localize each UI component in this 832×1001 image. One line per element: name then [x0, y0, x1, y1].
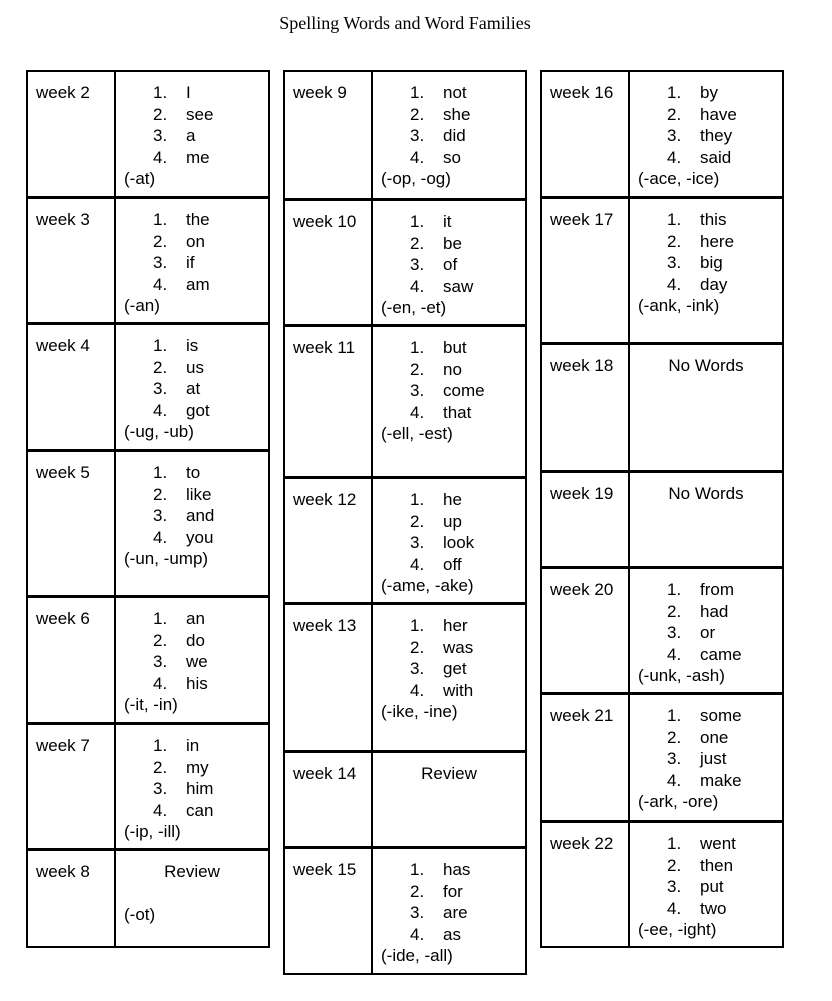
word-item	[124, 608, 268, 630]
word-family: (-an)	[124, 296, 160, 315]
week-row	[285, 326, 525, 478]
word-item	[638, 833, 782, 855]
word-text: of	[443, 255, 458, 274]
week-content	[630, 569, 782, 692]
word-text: do	[186, 630, 205, 650]
week-table-column-2	[283, 70, 527, 975]
word-family: (-ell, -est)	[381, 424, 453, 443]
week-label: week 3	[28, 199, 116, 322]
word-text: it	[443, 212, 452, 231]
word-number: 3.	[410, 533, 425, 552]
week-label: week 9	[285, 72, 373, 198]
word-text: said	[700, 147, 732, 167]
word-text: my	[186, 757, 209, 777]
word-item	[124, 505, 268, 527]
week-row	[28, 724, 268, 850]
word-number: 3.	[153, 379, 168, 398]
week-content	[373, 753, 525, 846]
word-text: this	[700, 210, 727, 229]
word-number: 4.	[153, 274, 168, 294]
word-text: and	[186, 506, 215, 525]
week-content	[116, 725, 268, 848]
word-number: 2.	[153, 757, 168, 777]
word-item	[124, 651, 268, 673]
word-family: (-ace, -ice)	[638, 169, 720, 188]
week-note: No Words	[668, 484, 744, 503]
word-text: did	[443, 126, 466, 145]
word-number: 1.	[667, 210, 682, 229]
word-item	[638, 705, 782, 727]
week-note: Review	[421, 764, 477, 783]
word-number: 2.	[667, 231, 682, 251]
word-item	[381, 254, 525, 276]
word-text: she	[443, 104, 471, 124]
week-content	[116, 325, 268, 449]
word-text: to	[186, 463, 201, 482]
word-family: (-ee, -ight)	[638, 920, 717, 939]
word-number: 1.	[667, 83, 682, 102]
word-text: we	[186, 652, 208, 671]
week-label: week 22	[542, 823, 630, 946]
word-item	[638, 252, 782, 274]
word-item	[381, 402, 525, 424]
word-text: was	[443, 637, 474, 657]
word-text: am	[186, 274, 210, 294]
week-note: No Words	[668, 356, 744, 375]
word-number: 4.	[410, 554, 425, 574]
word-text: he	[443, 490, 462, 509]
word-item	[124, 335, 268, 357]
week-row	[542, 568, 782, 694]
word-number: 1.	[667, 706, 682, 725]
week-content	[373, 605, 525, 750]
word-number: 2.	[667, 855, 682, 875]
word-family: (-ide, -all)	[381, 946, 453, 965]
word-number: 3.	[410, 255, 425, 274]
word-text: day	[700, 274, 728, 294]
word-item	[381, 337, 525, 359]
week-label: week 21	[542, 695, 630, 820]
word-text: me	[186, 147, 210, 167]
word-family: (-ike, -ine)	[381, 702, 458, 721]
word-number: 3.	[667, 623, 682, 642]
word-item	[381, 125, 525, 147]
word-item	[638, 82, 782, 104]
word-text: here	[700, 231, 735, 251]
week-note: Review	[164, 862, 220, 881]
word-family: (-it, -in)	[124, 695, 178, 714]
word-item	[124, 800, 268, 822]
word-text: like	[186, 484, 212, 504]
word-number: 1.	[410, 212, 425, 231]
word-family: (-ank, -ink)	[638, 296, 720, 315]
week-row	[542, 694, 782, 822]
word-text: not	[443, 83, 467, 102]
word-item	[638, 770, 782, 792]
week-content	[630, 199, 782, 342]
word-item	[124, 231, 268, 253]
word-number: 2.	[667, 727, 682, 747]
week-content	[116, 598, 268, 722]
word-text: got	[186, 400, 210, 420]
word-item	[124, 209, 268, 231]
word-text: with	[443, 680, 474, 700]
word-item	[638, 231, 782, 253]
week-row	[542, 198, 782, 344]
word-text: in	[186, 736, 200, 755]
week-label: week 13	[285, 605, 373, 750]
word-text: two	[700, 898, 727, 918]
week-content	[630, 345, 782, 470]
word-family: (-at)	[124, 169, 156, 188]
word-item	[124, 527, 268, 549]
word-number: 4.	[410, 276, 425, 296]
week-label: week 11	[285, 327, 373, 476]
word-text: they	[700, 126, 733, 145]
week-label: week 7	[28, 725, 116, 848]
week-content	[630, 72, 782, 196]
word-item	[381, 554, 525, 576]
word-text: us	[186, 357, 204, 377]
word-number: 3.	[410, 659, 425, 678]
week-table-column-3	[540, 70, 784, 948]
word-item	[638, 748, 782, 770]
word-item	[381, 147, 525, 169]
word-family: (-ame, -ake)	[381, 576, 474, 595]
word-item	[381, 276, 525, 298]
week-label: week 20	[542, 569, 630, 692]
word-text: then	[700, 855, 734, 875]
word-number: 3.	[410, 903, 425, 922]
word-text: can	[186, 800, 214, 820]
week-row	[285, 604, 525, 752]
word-family: (-en, -et)	[381, 298, 447, 317]
word-text: the	[186, 210, 210, 229]
week-row	[285, 478, 525, 604]
word-number: 1.	[153, 736, 168, 755]
week-row	[28, 72, 268, 198]
week-label: week 4	[28, 325, 116, 449]
word-number: 1.	[667, 580, 682, 599]
word-number: 4.	[667, 274, 682, 294]
week-label: week 19	[542, 473, 630, 566]
word-number: 1.	[667, 834, 682, 853]
word-family: (-op, -og)	[381, 169, 451, 188]
word-item	[381, 532, 525, 554]
week-row	[285, 200, 525, 326]
word-item	[381, 233, 525, 255]
week-label: week 12	[285, 479, 373, 602]
week-content	[373, 201, 525, 324]
week-content	[630, 473, 782, 566]
week-row	[285, 752, 525, 848]
word-number: 4.	[153, 673, 168, 693]
word-item	[638, 579, 782, 601]
word-item	[124, 462, 268, 484]
word-number: 4.	[410, 402, 425, 422]
word-item	[381, 359, 525, 381]
week-label: week 2	[28, 72, 116, 196]
word-text: saw	[443, 276, 474, 296]
word-family: (-ip, -ill)	[124, 822, 181, 841]
week-content	[373, 72, 525, 198]
word-item	[124, 735, 268, 757]
word-number: 4.	[667, 770, 682, 790]
word-item	[638, 147, 782, 169]
word-item	[124, 630, 268, 652]
word-number: 1.	[410, 338, 425, 357]
word-number: 4.	[153, 527, 168, 547]
week-row	[285, 848, 525, 974]
word-item	[381, 82, 525, 104]
word-number: 1.	[410, 616, 425, 635]
word-item	[638, 274, 782, 296]
week-content	[116, 72, 268, 196]
word-number: 4.	[153, 400, 168, 420]
word-text: or	[700, 623, 716, 642]
week-content	[373, 479, 525, 602]
word-text: are	[443, 903, 468, 922]
week-label: week 15	[285, 849, 373, 974]
word-number: 2.	[410, 359, 425, 379]
word-text: no	[443, 359, 462, 379]
word-item	[381, 104, 525, 126]
word-number: 4.	[410, 924, 425, 944]
week-label: week 10	[285, 201, 373, 324]
spacer	[124, 883, 268, 904]
word-item	[381, 615, 525, 637]
word-number: 3.	[667, 126, 682, 145]
word-number: 3.	[153, 126, 168, 145]
word-item	[124, 252, 268, 274]
word-number: 1.	[153, 336, 168, 355]
word-number: 2.	[410, 104, 425, 124]
word-item	[124, 274, 268, 296]
word-item	[381, 924, 525, 946]
week-content	[630, 823, 782, 946]
word-text: him	[186, 779, 214, 798]
word-item	[638, 898, 782, 920]
word-family: (-un, -ump)	[124, 549, 209, 568]
word-family: (-ug, -ub)	[124, 422, 194, 441]
word-family: (-ark, -ore)	[638, 792, 719, 811]
week-content	[116, 851, 268, 948]
word-number: 2.	[153, 484, 168, 504]
word-text: see	[186, 104, 214, 124]
word-text: from	[700, 580, 734, 599]
word-item	[638, 601, 782, 623]
word-number: 1.	[410, 860, 425, 879]
word-item	[124, 125, 268, 147]
word-number: 3.	[153, 652, 168, 671]
word-item	[124, 757, 268, 779]
word-item	[381, 637, 525, 659]
week-label: week 16	[542, 72, 630, 196]
word-text: you	[186, 527, 214, 547]
word-item	[638, 209, 782, 231]
week-row	[28, 451, 268, 597]
word-item	[124, 484, 268, 506]
week-content	[116, 452, 268, 595]
word-number: 3.	[153, 506, 168, 525]
week-row	[542, 472, 782, 568]
word-number: 3.	[667, 877, 682, 896]
word-number: 3.	[410, 381, 425, 400]
word-number: 2.	[410, 881, 425, 901]
word-item	[124, 378, 268, 400]
word-text: had	[700, 601, 729, 621]
word-text: some	[700, 706, 742, 725]
week-label: week 17	[542, 199, 630, 342]
word-number: 2.	[153, 630, 168, 650]
word-number: 1.	[410, 83, 425, 102]
word-text: make	[700, 770, 742, 790]
word-number: 4.	[153, 800, 168, 820]
word-text: as	[443, 924, 461, 944]
word-number: 2.	[410, 637, 425, 657]
word-text: by	[700, 83, 718, 102]
word-text: so	[443, 147, 461, 167]
word-item	[381, 380, 525, 402]
week-row	[28, 597, 268, 724]
week-label: week 6	[28, 598, 116, 722]
week-table-column-1	[26, 70, 270, 948]
word-text: went	[700, 834, 736, 853]
week-label: week 5	[28, 452, 116, 595]
word-number: 3.	[410, 126, 425, 145]
word-number: 1.	[410, 490, 425, 509]
word-number: 2.	[667, 104, 682, 124]
word-item	[124, 357, 268, 379]
word-item	[638, 104, 782, 126]
week-row	[285, 72, 525, 200]
word-text: big	[700, 253, 723, 272]
word-item	[124, 82, 268, 104]
word-number: 2.	[153, 104, 168, 124]
word-text: that	[443, 402, 472, 422]
word-item	[638, 855, 782, 877]
word-text: is	[186, 336, 199, 355]
word-text: has	[443, 860, 471, 879]
word-item	[381, 902, 525, 924]
word-item	[381, 658, 525, 680]
week-content	[373, 327, 525, 476]
word-item	[381, 511, 525, 533]
word-text: put	[700, 877, 724, 896]
word-number: 3.	[667, 253, 682, 272]
word-text: on	[186, 231, 205, 251]
word-text: come	[443, 381, 485, 400]
word-number: 4.	[667, 147, 682, 167]
word-item	[124, 778, 268, 800]
word-number: 4.	[667, 898, 682, 918]
word-family: (-unk, -ash)	[638, 666, 725, 685]
week-row	[28, 850, 268, 948]
week-content	[630, 695, 782, 820]
word-text: up	[443, 511, 462, 531]
week-row	[542, 72, 782, 198]
week-row	[28, 324, 268, 451]
word-number: 2.	[410, 233, 425, 253]
word-number: 2.	[153, 357, 168, 377]
word-text: for	[443, 881, 463, 901]
word-number: 4.	[667, 644, 682, 664]
word-item	[381, 859, 525, 881]
word-text: her	[443, 616, 468, 635]
week-label: week 8	[28, 851, 116, 948]
word-text: if	[186, 253, 195, 272]
week-row	[542, 822, 782, 946]
word-text: I	[186, 83, 191, 102]
word-number: 4.	[153, 147, 168, 167]
word-text: get	[443, 659, 467, 678]
word-number: 3.	[153, 779, 168, 798]
word-family: (-ot)	[124, 904, 156, 924]
word-item	[638, 644, 782, 666]
word-text: a	[186, 126, 196, 145]
word-text: at	[186, 379, 201, 398]
word-item	[638, 125, 782, 147]
word-text: an	[186, 609, 205, 628]
week-row	[28, 198, 268, 324]
word-number: 1.	[153, 83, 168, 102]
word-item	[381, 211, 525, 233]
week-content	[116, 199, 268, 322]
word-number: 4.	[410, 147, 425, 167]
word-text: but	[443, 338, 467, 357]
week-row	[542, 344, 782, 472]
word-number: 3.	[667, 749, 682, 768]
word-text: came	[700, 644, 742, 664]
word-item	[638, 622, 782, 644]
word-number: 2.	[153, 231, 168, 251]
word-item	[124, 104, 268, 126]
word-number: 2.	[410, 511, 425, 531]
word-text: have	[700, 104, 737, 124]
word-text: just	[700, 749, 727, 768]
word-text: one	[700, 727, 729, 747]
word-number: 3.	[153, 253, 168, 272]
week-label: week 14	[285, 753, 373, 846]
word-number: 1.	[153, 609, 168, 628]
word-text: look	[443, 533, 475, 552]
word-text: off	[443, 554, 462, 574]
word-number: 2.	[667, 601, 682, 621]
word-text: his	[186, 673, 208, 693]
word-text: be	[443, 233, 462, 253]
word-item	[638, 876, 782, 898]
week-content	[373, 849, 525, 974]
page-title: Spelling Words and Word Families	[279, 13, 531, 33]
word-item	[124, 400, 268, 422]
word-item	[381, 680, 525, 702]
word-number: 1.	[153, 463, 168, 482]
word-item	[381, 489, 525, 511]
word-item	[638, 727, 782, 749]
word-item	[124, 673, 268, 695]
word-number: 4.	[410, 680, 425, 700]
word-item	[381, 881, 525, 903]
word-number: 1.	[153, 210, 168, 229]
word-item	[124, 147, 268, 169]
week-label: week 18	[542, 345, 630, 470]
